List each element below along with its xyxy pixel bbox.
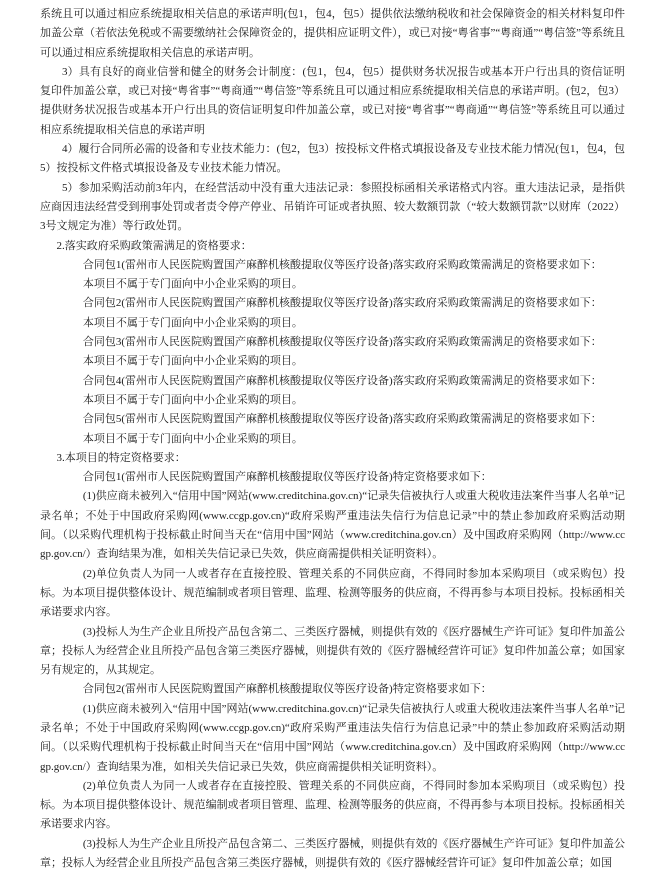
section-heading-policy: 2.落实政府采购政策需满足的资格要求： [56,239,252,252]
paragraph-item-5: 5）参加采购活动前3年内，在经营活动中没有重大违法记录：参照投标函相关承诺格式内容。重大违法记录，是指供应商因违法经营受到刑事处罚或者责令停产停业、吊销许可证或者执照、较大数额罚款（“较大数额罚款”以财库（2022）3号文规定为准）等行政处罚。 [40,181,625,233]
paragraph-package1-specific-req3: (3)投标人为生产企业且所投产品包含第二、三类医疗器械，则提供有效的《医疗器械生产许可证》复印件加盖公章；投标人为经营企业且所投产品包含第三类医疗器械，则提供有效的《医疗器械经营许可证》复印件加盖公章；如国家另有规定的，从其规定。 [40,625,625,677]
section-heading-specific: 3.本项目的特定资格要求： [56,451,186,464]
paragraph-package1-specific-req1: (1)供应商未被列入“信用中国”网站(www.creditchina.gov.cn)“记录失信被执行人或重大税收违法案件当事人名单”记录名单；不处于中国政府采购网(www.ccgp.gov.cn)“政府采购严重违法失信行为信息记录”中的禁止参加政府采购活动期间。（以采购代理机构于投标截止时间当天在“信用中国”网站（www.creditchina.gov.cn）及中国政府采购网（http://www.ccgp.gov.cn/）查询结果为准，如相关失信记录已失效，供应商需提供相关证明资料）。 [40,490,625,561]
paragraph-package1-specific: 合同包1(雷州市人民医院购置国产麻醉机核酸提取仪等医疗设备)特定资格要求如下： [82,471,492,484]
paragraph-package5-policy: 合同包5(雷州市人民医院购置国产麻醉机核酸提取仪等医疗设备)落实政府采购政策需满足的资格要求如下： [82,413,602,426]
paragraph-package3-policy: 合同包3(雷州市人民医院购置国产麻醉机核酸提取仪等医疗设备)落实政府采购政策需满足的资格要求如下： [82,336,602,349]
paragraph-package2-specific: 合同包2(雷州市人民医院购置国产麻醉机核酸提取仪等医疗设备)特定资格要求如下： [82,683,492,696]
paragraph-package2-policy: 合同包2(雷州市人民医院购置国产麻醉机核酸提取仪等医疗设备)落实政府采购政策需满足的资格要求如下： [82,297,602,310]
paragraph-package1-specific-req2: (2)单位负责人为同一人或者存在直接控股、管理关系的不同供应商，不得同时参加本采购项目（或采购包）投标。为本项目提供整体设计、规范编制或者项目管理、监理、检测等服务的供应商，不得再参与本项目投标。投标函相关承诺要求内容。 [40,567,625,619]
paragraph-item-4: 4）履行合同所必需的设备和专业技术能力：(包2，包3）按投标文件格式填报设备及专业技术能力情况(包1，包4，包5）按投标文件格式填报设备及专业技术能力情况。 [40,143,625,175]
paragraph-package4-policy-note: 本项目不属于专门面向中小企业采购的项目。 [82,393,303,406]
paragraph-package3-policy-note: 本项目不属于专门面向中小企业采购的项目。 [82,355,303,368]
paragraph-continuation: 系统且可以通过相应系统提取相关信息的承诺声明(包1，包4，包5）提供依法缴纳税收和社会保障资金的相关材料复印件加盖公章（若依法免税或不需要缴纳社会保障资金的，提供相应证明文件），或已对接“粤省事”“粤商通”“粤信签”等系统且可以通过相应系统提取相关信息的承诺声明。 [40,8,625,59]
paragraph-package1-policy: 合同包1(雷州市人民医院购置国产麻醉机核酸提取仪等医疗设备)落实政府采购政策需满足的资格要求如下： [82,258,602,271]
paragraph-package2-specific-req2: (2)单位负责人为同一人或者存在直接控股、管理关系的不同供应商，不得同时参加本采购项目（或采购包）投标。为本项目提供整体设计、规范编制或者项目管理、监理、检测等服务的供应商，不得再参与本项目投标。投标函相关承诺要求内容。 [40,779,625,831]
paragraph-item-3: 3）具有良好的商业信誉和健全的财务会计制度：(包1，包4，包5）提供财务状况报告或基本开户行出具的资信证明复印件加盖公章，或已对接“粤省事”“粤商通”“粤信签”等系统且可以通过相应系统提取相关信息的承诺声明。(包2，包3）提供财务状况报告或基本开户行出具的资信证明复印件加盖公章，或已对接“粤省事”“粤商通”“粤信签”等系统且可以通过相应系统提取相关信息的承诺声明 [40,65,625,136]
paragraph-package1-policy-note: 本项目不属于专门面向中小企业采购的项目。 [82,278,303,291]
paragraph-package5-policy-note: 本项目不属于专门面向中小企业采购的项目。 [82,432,303,445]
paragraph-package2-policy-note: 本项目不属于专门面向中小企业采购的项目。 [82,316,303,329]
paragraph-package2-specific-req3: (3)投标人为生产企业且所投产品包含第二、三类医疗器械，则提供有效的《医疗器械生产许可证》复印件加盖公章；投标人为经营企业且所投产品包含第三类医疗器械，则提供有效的《医疗器械经营许可证》复印件加盖公章；如国 [40,837,625,870]
paragraph-package4-policy: 合同包4(雷州市人民医院购置国产麻醉机核酸提取仪等医疗设备)落实政府采购政策需满足的资格要求如下： [82,374,602,387]
paragraph-package2-specific-req1: (1)供应商未被列入“信用中国”网站(www.creditchina.gov.cn)“记录失信被执行人或重大税收违法案件当事人名单”记录名单；不处于中国政府采购网(www.ccgp.gov.cn)“政府采购严重违法失信行为信息记录”中的禁止参加政府采购活动期间。（以采购代理机构于投标截止时间当天在“信用中国”网站（www.creditchina.gov.cn）及中国政府采购网（http://www.ccgp.gov.cn/）查询结果为准，如相关失信记录已失效，供应商需提供相关证明资料）。 [40,702,625,773]
